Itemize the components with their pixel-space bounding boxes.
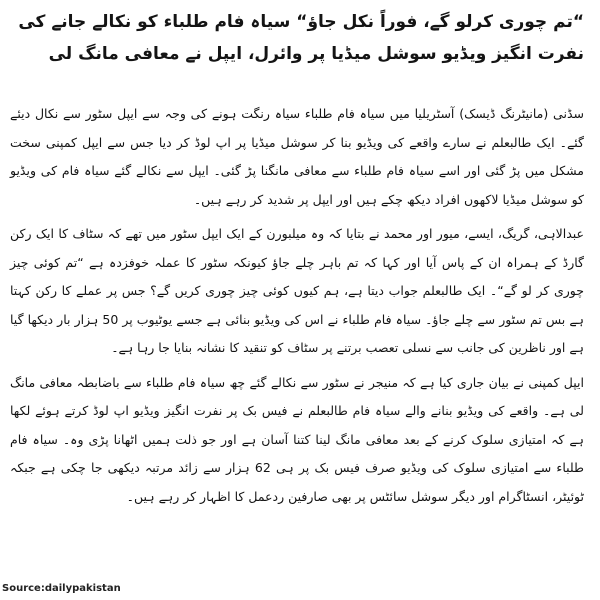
article-body: [10, 100, 584, 511]
article-headline: “تم چوری کرلو گے، فوراً نکل جاؤ“ سیاہ فام طلباء کو نکالے جانے کی نفرت انگیز ویڈیو سوشل میڈیا پر وائرل، ایپل نے معافی مانگ لی: [18, 12, 584, 64]
article-paragraph: سڈنی (مانیٹرنگ ڈیسک) آسٹریلیا میں سیاہ فام طلباء سیاہ رنگت ہونے کی وجہ سے ایپل سٹور سے نکال دیئے گئے۔ ایک طالبعلم نے سارے واقعے کی ویڈیو بنا کر سوشل میڈیا پر اپ لوڈ کر دیا جس سے ایپل کمپنی سخت مشکل میں پڑ گئی اور اسے سیاہ فام طلباء سے معافی مانگنا پڑ گئی۔ ایپل سے نکالے گئے سیاہ فام کی ویڈیو کو سوشل میڈیا لاکھوں افراد دیکھ چکے ہیں اور ایپل پر شدید کر رہے ہیں۔: [10, 106, 584, 207]
source-credit: Source:dailypakistan: [2, 583, 121, 594]
article-paragraph: عبدالاہی، گریگ، ایسے، میور اور محمد نے بتایا کہ وہ میلبورن کے ایک ایپل سٹور میں تھے کہ سٹاف کا ایک رکن گارڈ کے ہمراہ ان کے پاس آیا اور کہا کہ تم باہر چلے جاؤ کیونکہ سٹور کا عملہ خوفزدہ ہے “تم کوئی چیز چوری کر لو گے“۔ ایک طالبعلم جواب دیتا ہے، ہم کیوں کوئی چیز چوری کریں گے؟ جس پر عملے کا رکن کہتا ہے بس تم سٹور سے چلے جاؤ۔ سیاہ فام طلباء نے اس کی ویڈیو بنائی ہے جسے یوٹیوب پر 50 ہزار بار دیکھا گیا ہے اور ناظرین کی جانب سے نسلی تعصب برتنے پر سٹاف کو تنقید کا نشانہ بنایا جا رہا ہے۔: [10, 226, 584, 355]
article-paragraph: ایپل کمپنی نے بیان جاری کیا ہے کہ منیجر نے سٹور سے نکالے گئے چھ سیاہ فام طلباء سے باضابطہ معافی مانگ لی ہے۔ واقعے کی ویڈیو بنانے والے سیاہ فام طالبعلم نے فیس بک پر نفرت انگیز ویڈیو اپ لوڈ کرتے ہوئے لکھا ہے کہ امتیازی سلوک کرنے کے بعد معافی مانگ لینا کتنا آسان ہے اور جو ذلت ہمیں اٹھانا پڑی وہ۔ سیاہ فام طلباء سے امتیازی سلوک کی ویڈیو صرف فیس بک پر ہی 62 ہزار سے زائد مرتبہ دیکھی جا چکی ہے جبکہ ٹوئیٹر، انسٹاگرام اور دیگر سوشل سائٹس پر بھی صارفین ردعمل کا اظہار کر رہے ہیں۔: [10, 374, 584, 504]
